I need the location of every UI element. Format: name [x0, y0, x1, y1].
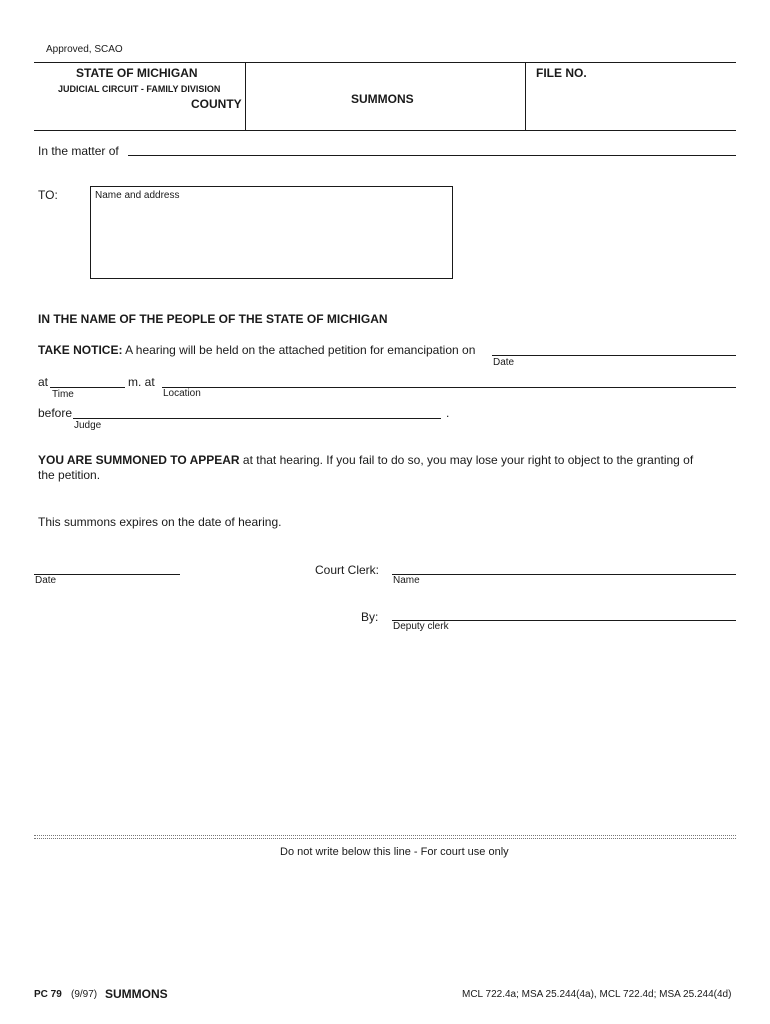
- summoned-label: YOU ARE SUMMONED TO APPEAR: [38, 453, 240, 467]
- footer-title: SUMMONS: [105, 987, 168, 1001]
- hearing-date-line[interactable]: [492, 355, 736, 356]
- expires-text: This summons expires on the date of hearing.: [38, 515, 282, 529]
- name-address-caption: Name and address: [95, 190, 180, 201]
- judge-line[interactable]: [73, 418, 441, 419]
- court-use-rule-bottom: [34, 838, 736, 839]
- m-at-label: m. at: [128, 375, 155, 389]
- header-divider-right: [525, 62, 526, 131]
- hearing-time-line[interactable]: [50, 387, 125, 388]
- hearing-time-caption: Time: [52, 389, 74, 400]
- court-use-note: Do not write below this line - For court use only: [280, 846, 509, 858]
- county-label: COUNTY: [191, 97, 242, 111]
- hearing-location-caption: Location: [163, 388, 201, 399]
- hearing-date-caption: Date: [493, 357, 515, 368]
- circuit-label: JUDICIAL CIRCUIT - FAMILY DIVISION: [58, 84, 221, 94]
- to-label: TO:: [38, 188, 58, 202]
- statute-citation: MCL 722.4a; MSA 25.244(4a), MCL 722.4d; MSA 25.244(4d): [462, 989, 732, 1000]
- take-notice-label: TAKE NOTICE:: [38, 343, 123, 357]
- by-label: By:: [361, 610, 379, 624]
- approved-note: Approved, SCAO: [46, 44, 123, 55]
- header-bottom-rule: [34, 130, 736, 131]
- header-divider-left: [245, 62, 246, 131]
- state-name: STATE OF MICHIGAN: [76, 66, 198, 80]
- court-use-rule-top: [34, 835, 736, 836]
- clerk-name-caption: Name: [393, 575, 420, 586]
- clerk-name-line[interactable]: [392, 574, 736, 575]
- form-revision: (9/97): [71, 989, 98, 1000]
- hearing-location-line[interactable]: [162, 387, 736, 388]
- matter-label: In the matter of: [38, 144, 119, 158]
- take-notice-sentence: [38, 343, 475, 357]
- judge-period: .: [446, 406, 450, 420]
- court-clerk-label: Court Clerk:: [315, 563, 380, 577]
- summoned-text-1: at that hearing. If you fail to do so, you may lose your right to object to the granting of: [239, 453, 694, 467]
- matter-input-line[interactable]: [128, 155, 736, 156]
- people-heading: IN THE NAME OF THE PEOPLE OF THE STATE OF MICHIGAN: [38, 312, 388, 326]
- name-address-box[interactable]: [90, 186, 453, 279]
- before-label: before: [38, 406, 73, 420]
- deputy-clerk-caption: Deputy clerk: [393, 621, 449, 632]
- judge-caption: Judge: [74, 420, 102, 431]
- file-no-label: FILE NO.: [536, 66, 587, 80]
- summoned-line-1: [38, 453, 693, 467]
- issue-date-caption: Date: [35, 575, 57, 586]
- form-code: PC 79: [34, 989, 62, 1000]
- take-notice-text: A hearing will be held on the attached petition for emancipation on: [122, 343, 476, 357]
- form-title: SUMMONS: [351, 92, 414, 106]
- summoned-line-2: the petition.: [38, 468, 101, 482]
- at-label: at: [38, 375, 49, 389]
- header-top-rule: [34, 62, 736, 63]
